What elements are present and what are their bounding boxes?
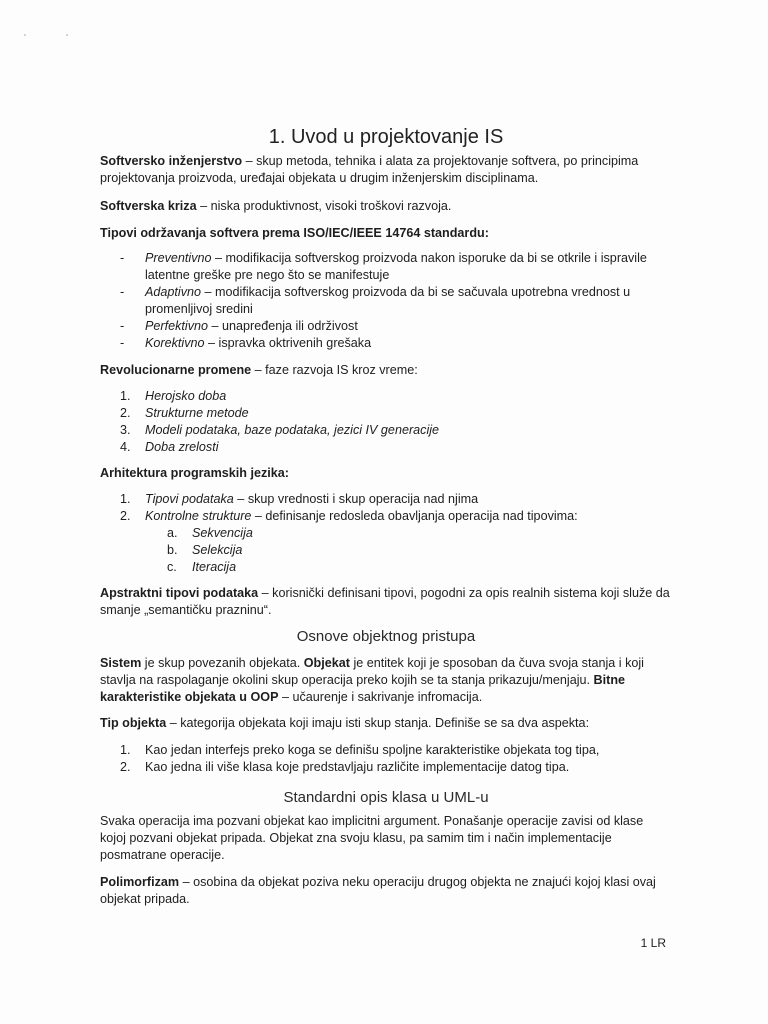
term: Objekat <box>303 656 350 670</box>
term: Softverska kriza <box>100 199 197 213</box>
aspects-list <box>120 742 672 776</box>
list-item <box>120 439 672 456</box>
term: Strukturne metode <box>145 406 249 420</box>
list-item <box>120 405 672 422</box>
page-title: 1. Uvod u projektovanje IS <box>268 126 504 148</box>
term: Kontrolne strukture <box>145 509 252 523</box>
paragraph-software-engineering <box>100 153 672 187</box>
paragraph-maintenance-heading <box>100 225 672 242</box>
term: Sistem <box>100 656 142 670</box>
list-item <box>120 335 672 352</box>
term: Arhitektura programskih jezika: <box>100 466 289 480</box>
list-marker: c. <box>167 560 177 574</box>
definition: – modifikacija softverskog proizvoda da bi se sačuvala upotrebna vrednost u promenljivoj sredini <box>145 285 631 316</box>
list-marker: - <box>120 285 125 299</box>
list-marker: 1. <box>120 492 131 506</box>
list-item <box>120 318 672 335</box>
definition: – niska produktivnost, visoki troškovi razvoja. <box>196 199 452 213</box>
term: Softversko inženjerstvo <box>100 154 243 168</box>
paragraph-object-type <box>100 715 672 732</box>
term: Tipovi podataka <box>145 492 234 506</box>
scan-speck <box>24 34 26 36</box>
term: Apstraktni tipovi podataka <box>100 586 259 600</box>
term: Tipovi održavanja softvera prema ISO/IEC/IEEE 14764 standardu: <box>100 226 489 240</box>
definition: – ispravka oktrivenih grešaka <box>204 336 372 350</box>
definition: – skup metoda, tehnika i alata za projektovanje softvera, po principima projektovanja proizvoda, uređajai objekata u drugim inženjerskim disciplinama. <box>100 154 639 185</box>
definition: – unapređenja ili održivost <box>208 319 358 333</box>
paragraph-polymorphism <box>100 874 672 908</box>
term: Perfektivno <box>145 319 208 333</box>
term: Modeli podataka, baze podataka, jezici IV generacije <box>145 423 440 437</box>
paragraph-system-object <box>100 655 672 706</box>
term: Doba zrelosti <box>145 440 219 454</box>
list-marker: 2. <box>120 406 131 420</box>
paragraph-software-crisis <box>100 198 672 215</box>
definition: – skup vrednosti i skup operacija nad njima <box>233 492 479 506</box>
list-marker: b. <box>167 543 178 557</box>
list-item <box>120 250 672 284</box>
list-item <box>167 559 672 576</box>
term: Iteracija <box>192 560 237 574</box>
paragraph-revolutionary-changes <box>100 362 672 379</box>
section-heading-uml: Standardni opis klasa u UML-u <box>283 789 489 806</box>
list-item <box>120 388 672 405</box>
list-marker: - <box>120 336 125 350</box>
definition: – modifikacija softverskog proizvoda nakon isporuke da bi se otkrile i ispravile latentne greške pre nego što se manifestuje <box>145 251 647 282</box>
list-item <box>120 759 672 776</box>
list-marker: - <box>120 319 125 333</box>
list-marker: 1. <box>120 389 131 403</box>
text-span: – učaurenje i sakrivanje infromacija. <box>278 690 483 704</box>
definition: – kategorija objekata koji imaju isti skup stanja. Definiše se sa dva aspekta: <box>166 716 590 730</box>
list-item <box>120 508 672 576</box>
text-span: je entitek koji je sposoban da čuva svoja stanja i koji stavlja na raspolaganje okolini skup operacija preko kojih se ta stanja prikazuju/menjaju. <box>100 656 644 687</box>
term: Bitne karakteristike objekata u OOP <box>100 673 626 704</box>
list-marker: 4. <box>120 440 131 454</box>
definition: – osobina da objekat poziva neku operaciju drugog objekta ne znajući kojoj klasi ovaj objekat pripada. <box>100 875 656 906</box>
list-marker: 2. <box>120 509 131 523</box>
list-text: Kao jedna ili više klasa koje predstavljaju različite implementacije datog tipa. <box>145 760 570 774</box>
definition: – faze razvoja IS kroz vreme: <box>251 363 418 377</box>
definition: – definisanje redosleda obavljanja operacija nad tipovima: <box>251 509 578 523</box>
phases-list <box>120 388 672 456</box>
list-marker: 1. <box>120 743 131 757</box>
list-item <box>167 542 672 559</box>
paragraph-text: Svaka operacija ima pozvani objekat kao implicitni argument. Ponašanje operacije zavisi od klase kojoj pozvani objekat pripada. Objekat zna svoju klasu, pa samim tim i način implementacije posmatrane operacije. <box>100 814 644 862</box>
list-marker: 2. <box>120 760 131 774</box>
maintenance-list <box>120 250 672 352</box>
term: Sekvencija <box>192 526 253 540</box>
list-item <box>120 284 672 318</box>
section-heading-object-basics: Osnove objektnog pristupa <box>296 628 476 645</box>
list-marker: 3. <box>120 423 131 437</box>
paragraph-abstract-types <box>100 585 672 619</box>
architecture-list <box>120 491 672 576</box>
paragraph-architecture-heading <box>100 465 672 482</box>
term: Korektivno <box>145 336 205 350</box>
scan-speck <box>66 34 68 36</box>
list-item <box>167 525 672 542</box>
definition: – korisnički definisani tipovi, pogodni za opis realnih sistema koji služe da smanje „semantičku prazninu“. <box>100 586 670 617</box>
page-footer: 1 LR <box>640 936 666 950</box>
term: Adaptivno <box>145 285 202 299</box>
term: Preventivno <box>145 251 212 265</box>
term: Tip objekta <box>100 716 167 730</box>
text-span: je skup povezanih objekata. <box>141 656 304 670</box>
list-marker: - <box>120 251 125 265</box>
term: Selekcija <box>192 543 243 557</box>
list-item <box>120 491 672 508</box>
term: Revolucionarne promene <box>100 363 252 377</box>
term: Polimorfizam <box>100 875 180 889</box>
list-marker: a. <box>167 526 178 540</box>
list-item <box>120 422 672 439</box>
paragraph-operation <box>100 813 672 864</box>
list-text: Kao jedan interfejs preko koga se definišu spoljne karakteristike objekata tog tipa, <box>145 743 600 757</box>
list-item <box>120 742 672 759</box>
control-structures-list <box>145 525 672 576</box>
term: Herojsko doba <box>145 389 227 403</box>
